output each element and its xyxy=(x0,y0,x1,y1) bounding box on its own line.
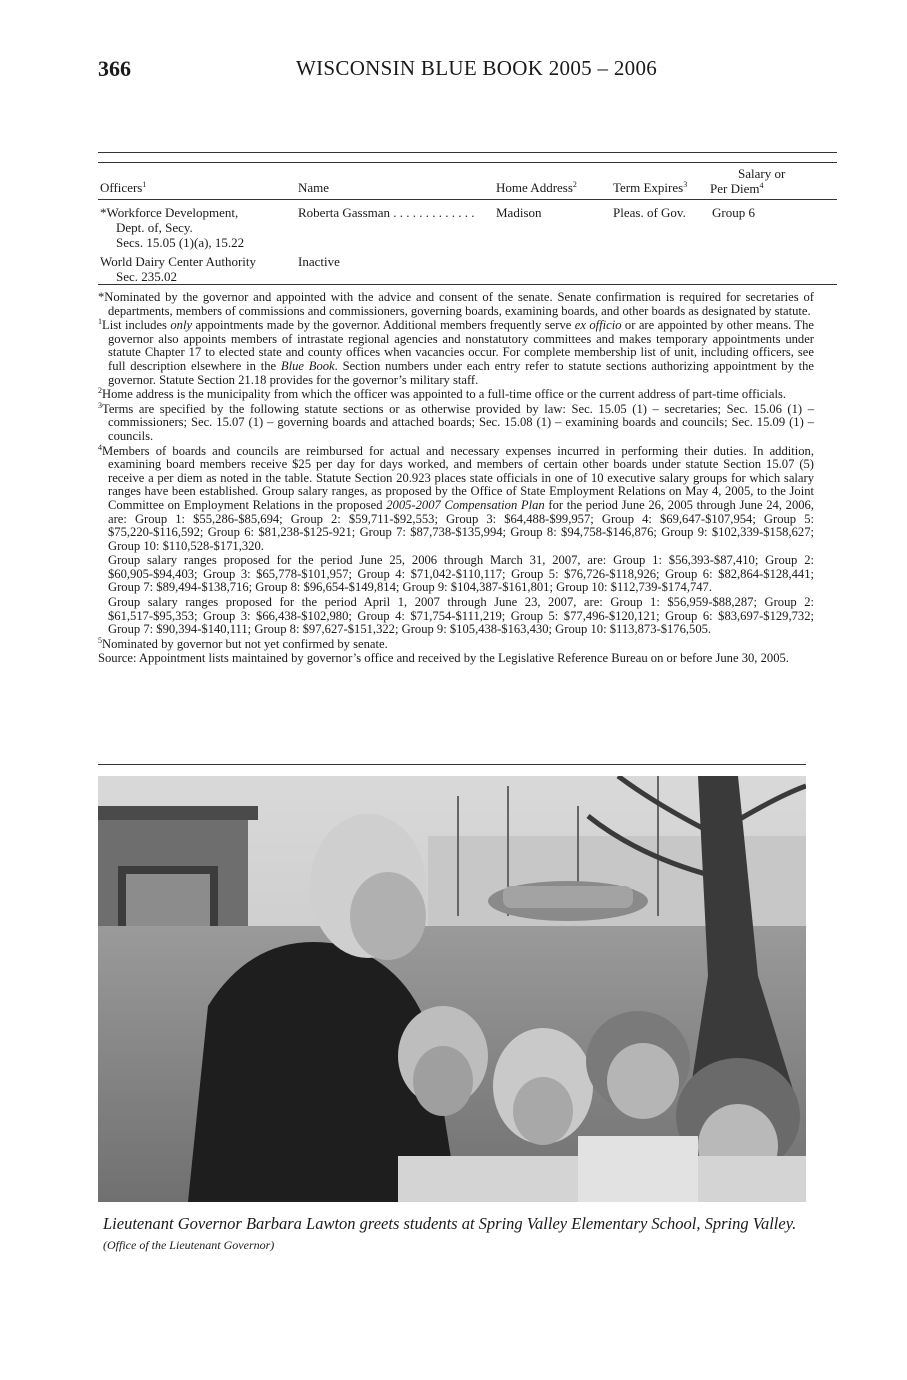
table-top-rule xyxy=(98,152,837,153)
table-row-name: Inactive xyxy=(298,254,340,269)
source-note: Source: Appointment lists maintained by governor’s office and received by the Legislative Reference Bureau on or before June 30, 2005. xyxy=(98,651,789,666)
photo-top-rule xyxy=(98,764,806,765)
footnote-4-period-2: Group salary ranges proposed for the period June 25, 2006 through March 31, 2007, are: Group 1: $56,393-$87,410; Group 2: $60,905-$94,403; Group 3: $65,778-$101,957; Group 4: $71,042-$110,117; Group 5: $76,726-$118,926; Group 6: $82,864-$128,441; Group 7: $89,494-$138,716; Group 8: $96,654-$149,814; Group 9: $104,387-$161,801; Group 10: $112,739-$174,747. xyxy=(108,553,814,595)
table-row-officer: *Workforce Development, Dept. of, Secy. Secs. 15.05 (1)(a), 15.22 xyxy=(100,205,245,250)
footnote-3: $^3$Terms are specified by the following statute sections or as otherwise provided by law: Sec. 15.05 (1) – secretaries; Sec. 15.06 (1) – commissioners; Sec. 15.07 (1) – governing boards and attached boards; Sec. 15.08 (1) – examining boards and councils; Sec. 15.09 (1) – councils. xyxy=(98,400,814,443)
table-header-rule xyxy=(98,199,837,200)
footnote-2: $^2$Home address is the municipality from which the officer was appointed to a full-time office or the current address of part-time officials. xyxy=(98,386,787,402)
table-bottom-rule xyxy=(98,284,837,285)
footnote-4: $^4$Members of boards and councils are reimbursed for actual and necessary expenses incurred in performing their duties. In addition, examining board members receive $25 per day for days worked, and members of certain other boards under statute Section 15.07 (5) receive a per diem as noted in the table. Statute Section 20.923 places state officials in one of 10 executive salary groups for which salary ranges have been established. Group salary ranges, as proposed by the Office of State Employment Relations on May 4, 2005, to the Joint Committee on Employment Relations in the proposed 2005-2007 Compensation Plan for the period June 26, 2005 through June 24, 2006, are: Group 1: $55,286-$85,694; Group 2: $59,711-$92,553; Group 3: $64,488-$99,957; Group 4: $69,647-$107,954; Group 5: $75,220-$116,592; Group 6: $81,238-$125-921; Group 7: $87,738-$135,994; Group 8: $94,758-$146,876; Group 9: $102,339-$158,627; Group 10: $110,528-$171,320. xyxy=(98,442,814,553)
footnote-star: *Nominated by the governor and appointed with the advice and consent of the senate. Senate confirmation is required for secretaries of departments, members of commissions and commissioners, governing boards, examining boards, and other boards as designated by statute. xyxy=(98,290,814,318)
column-header-officers: Officers$^1$ xyxy=(100,180,147,195)
footnote-4-period-3: Group salary ranges proposed for the period April 1, 2007 through June 23, 2007, are: Group 1: $56,959-$88,287; Group 2: $61,517-$95,353; Group 3: $66,438-$102,980; Group 4: $71,754-$111,219; Group 5: $77,496-$120,121; Group 6: $83,697-$129,732; Group 7: $90,394-$140,111; Group 8: $97,627-$151,322; Group 9: $105,438-$163,430; Group 10: $113,873-$176,505. xyxy=(108,595,814,637)
footnote-5: $^5$Nominated by governor but not yet confirmed by senate. xyxy=(98,635,388,651)
running-title: WISCONSIN BLUE BOOK 2005 – 2006 xyxy=(296,56,658,80)
table-row-salary: Group 6 xyxy=(712,205,755,220)
column-header-home-address: Home Address$^2$ xyxy=(496,180,577,195)
footnotes xyxy=(98,291,814,667)
table-row-term-expires: Pleas. of Gov. xyxy=(613,205,686,220)
column-header-term-expires: Term Expires$^3$ xyxy=(613,180,688,195)
photo-lieutenant-governor-greeting-students xyxy=(98,776,806,1202)
photo-credit: (Office of the Lieutenant Governor) xyxy=(103,1238,275,1252)
column-header-name: Name xyxy=(298,180,330,195)
table-row-home-address: Madison xyxy=(496,205,542,220)
footnote-1: $^1$List includes only appointments made by the governor. Additional members frequently serve ex officio or are appointed by other means. The governor also appoints members of intrastate regional agencies and nonstatutory committees and makes temporary appointments under statute Chapter 17 to elected state and county offices when vacancies occur. For complete membership list of unit, including officers, see full description elsewhere in the Blue Book. Section numbers under each entry refer to statute sections authorizing appointment by the governor. Statute Section 21.18 provides for the governor’s military staff. xyxy=(98,317,815,387)
photo-caption: Lieutenant Governor Barbara Lawton greets students at Spring Valley Elementary School, Spring Valley. (Office of the Lieutenant Governor) xyxy=(103,1214,797,1252)
column-header-salary: Salary or Per Diem$^4$ xyxy=(710,166,786,196)
page-number: 366 xyxy=(98,56,131,81)
table-row-officer: World Dairy Center Authority Sec. 235.02 xyxy=(100,254,257,284)
table-top-rule-2 xyxy=(98,162,837,163)
table-row-name: Roberta Gassman . . . . . . . . . . . . . xyxy=(298,205,475,220)
